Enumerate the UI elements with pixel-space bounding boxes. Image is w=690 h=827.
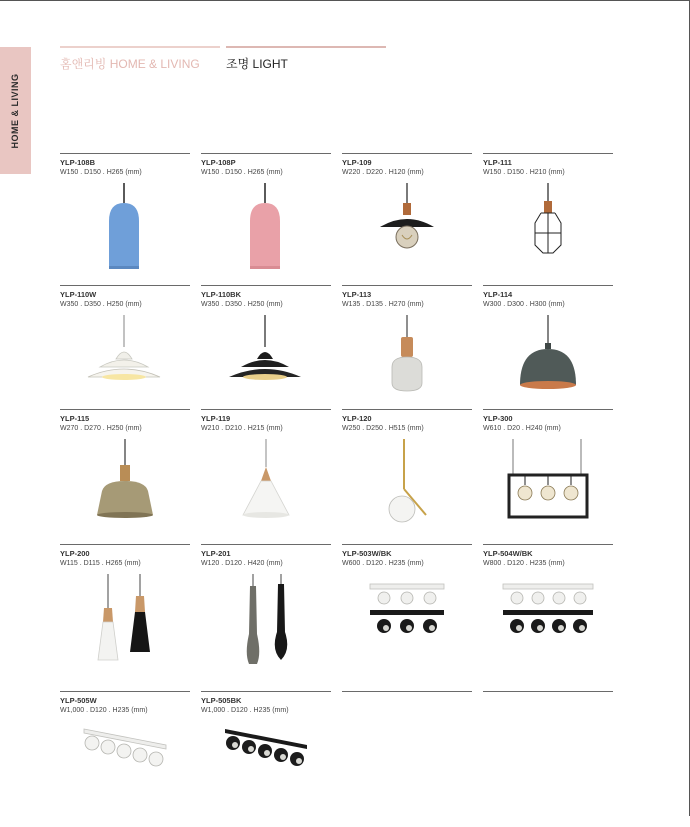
product-code: YLP-200	[60, 549, 90, 558]
grey-copper-dome-pendant-icon	[483, 315, 613, 405]
frame-three-bulb-pendant-icon	[483, 439, 613, 529]
product-ylp-110bk[interactable]	[201, 285, 331, 421]
side-section-tab[interactable]	[0, 47, 31, 174]
white-layered-saucer-pendant-icon	[60, 315, 190, 405]
product-dimensions: W150 . D150 . H265 (mm)	[60, 169, 142, 176]
product-divider	[60, 153, 190, 154]
product-divider	[201, 691, 331, 692]
wire-cage-pendant-icon	[483, 183, 613, 273]
pink-dome-pendant-icon	[201, 183, 331, 273]
product-divider	[201, 153, 331, 154]
product-dimensions: W150 . D150 . H210 (mm)	[483, 169, 565, 176]
product-ylp-111[interactable]	[483, 153, 613, 289]
four-spot-track-light-icon	[483, 574, 613, 664]
product-divider	[342, 153, 472, 154]
product-divider	[342, 409, 472, 410]
brass-bell-pendant-icon	[60, 439, 190, 529]
product-dimensions: W270 . D270 . H250 (mm)	[60, 425, 142, 432]
product-divider	[60, 691, 190, 692]
product-divider	[60, 544, 190, 545]
side-tab-label: HOME & LIVING	[10, 73, 20, 149]
product-dimensions: W115 . D115 . H265 (mm)	[60, 560, 141, 567]
white-cone-wood-pendant-icon	[201, 439, 331, 529]
wood-cone-pendant-pair-icon	[60, 574, 190, 664]
product-dimensions: W135 . D135 . H270 (mm)	[342, 301, 424, 308]
product-ylp-201[interactable]	[201, 544, 331, 680]
product-code: YLP-108B	[60, 158, 96, 167]
product-code: YLP-503W/BK	[342, 549, 392, 558]
product-divider	[483, 285, 613, 286]
nav-light-label: 조명 LIGHT	[226, 57, 288, 71]
product-code: YLP-504W/BK	[483, 549, 533, 558]
product-ylp-115[interactable]	[60, 409, 190, 545]
product-dimensions: W610 . D20 . H240 (mm)	[483, 425, 561, 432]
product-code: YLP-113	[342, 290, 372, 299]
product-ylp-300[interactable]	[483, 409, 613, 545]
product-ylp-108b[interactable]	[60, 153, 190, 289]
product-ylp-108p[interactable]	[201, 153, 331, 289]
product-code: YLP-114	[483, 290, 513, 299]
product-dimensions: W300 . D300 . H300 (mm)	[483, 301, 565, 308]
product-ylp-110w[interactable]	[60, 285, 190, 421]
product-divider	[483, 409, 613, 410]
product-ylp-109[interactable]	[342, 153, 472, 289]
concrete-bulb-pendant-icon	[342, 315, 472, 405]
product-divider	[483, 544, 613, 545]
product-code: YLP-115	[60, 414, 90, 423]
white-five-spot-bar-icon	[60, 721, 190, 811]
product-dimensions: W350 . D350 . H250 (mm)	[60, 301, 142, 308]
product-dimensions: W150 . D150 . H265 (mm)	[201, 169, 283, 176]
product-dimensions: W250 . D250 . H515 (mm)	[342, 425, 424, 432]
product-dimensions: W350 . D350 . H250 (mm)	[201, 301, 283, 308]
long-flute-pendant-pair-icon	[201, 574, 331, 664]
empty-slot-divider	[483, 691, 613, 692]
product-code: YLP-119	[201, 414, 231, 423]
product-dimensions: W120 . D120 . H420 (mm)	[201, 560, 283, 567]
product-divider	[342, 544, 472, 545]
product-ylp-504wbk[interactable]	[483, 544, 613, 680]
product-ylp-119[interactable]	[201, 409, 331, 545]
product-ylp-200[interactable]	[60, 544, 190, 680]
product-divider	[483, 153, 613, 154]
nav-underline	[60, 46, 220, 48]
product-dimensions: W600 . D120 . H235 (mm)	[342, 560, 424, 567]
nav-underline	[226, 46, 386, 48]
product-ylp-505bk[interactable]	[201, 691, 331, 827]
product-ylp-503wbk[interactable]	[342, 544, 472, 680]
product-divider	[201, 409, 331, 410]
product-code: YLP-108P	[201, 158, 236, 167]
product-code: YLP-300	[483, 414, 513, 423]
product-ylp-113[interactable]	[342, 285, 472, 421]
nav-home-living-label: 홈앤리빙 HOME & LIVING	[60, 57, 200, 71]
product-dimensions: W220 . D220 . H120 (mm)	[342, 169, 424, 176]
product-code: YLP-110BK	[201, 290, 242, 299]
product-divider	[201, 285, 331, 286]
product-ylp-505w[interactable]	[60, 691, 190, 827]
product-divider	[201, 544, 331, 545]
product-code: YLP-109	[342, 158, 372, 167]
nav-home-living[interactable]	[60, 46, 220, 76]
empty-slot-divider	[342, 691, 472, 692]
product-divider	[60, 285, 190, 286]
product-dimensions: W800 . D120 . H235 (mm)	[483, 560, 565, 567]
product-code: YLP-201	[201, 549, 231, 558]
product-ylp-120[interactable]	[342, 409, 472, 545]
blue-dome-pendant-icon	[60, 183, 190, 273]
product-ylp-114[interactable]	[483, 285, 613, 421]
product-dimensions: W210 . D210 . H215 (mm)	[201, 425, 283, 432]
product-dimensions: W1,000 . D120 . H235 (mm)	[201, 707, 289, 714]
product-code: YLP-120	[342, 414, 372, 423]
product-dimensions: W1,000 . D120 . H235 (mm)	[60, 707, 148, 714]
black-five-spot-bar-icon	[201, 721, 331, 811]
black-layered-saucer-pendant-icon	[201, 315, 331, 405]
product-divider	[60, 409, 190, 410]
three-spot-track-light-icon	[342, 574, 472, 664]
product-divider	[342, 285, 472, 286]
product-code: YLP-110W	[60, 290, 97, 299]
product-code: YLP-505W	[60, 696, 97, 705]
product-code: YLP-111	[483, 158, 512, 167]
nav-light[interactable]	[226, 46, 386, 76]
product-code: YLP-505BK	[201, 696, 242, 705]
glass-globe-brass-rod-lamp-icon	[342, 439, 472, 529]
black-flat-shade-pendant-icon	[342, 183, 472, 273]
